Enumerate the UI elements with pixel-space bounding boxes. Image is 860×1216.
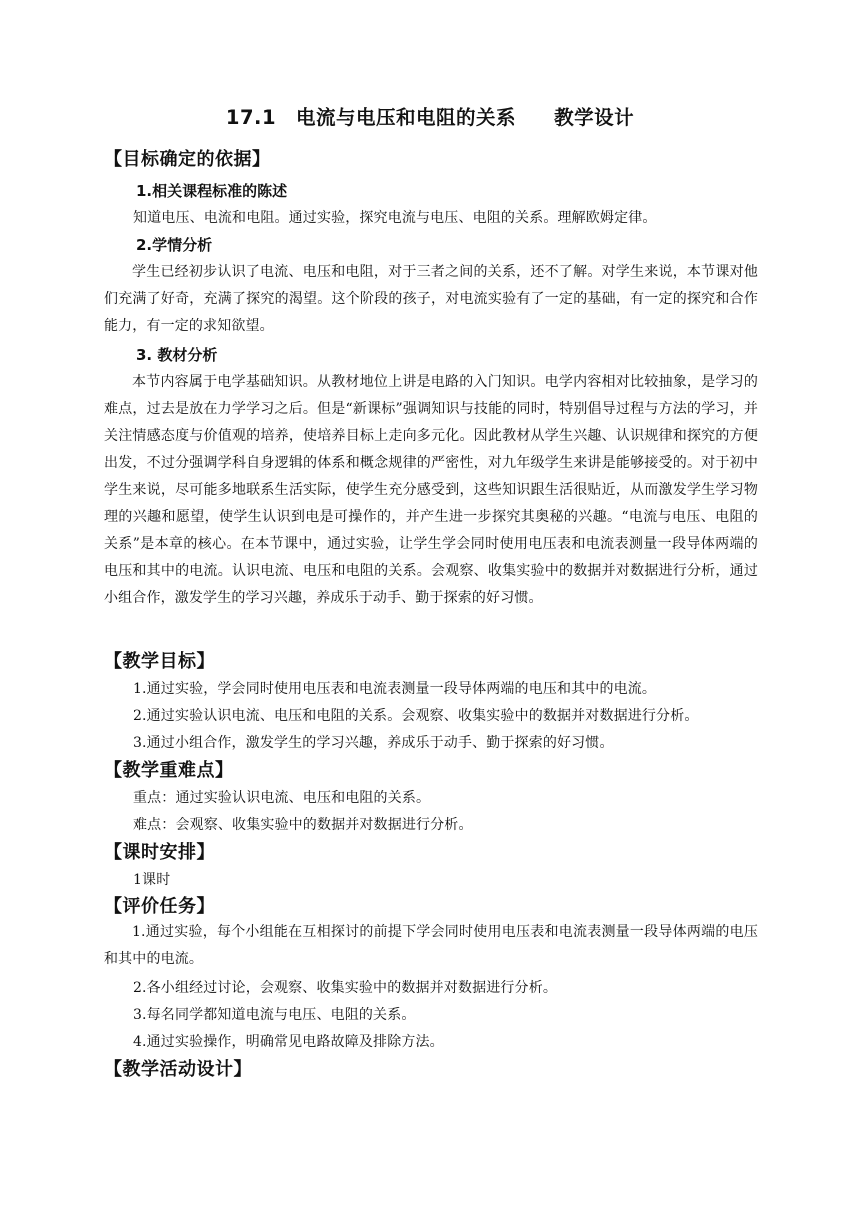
- heading-activities: 【教学活动设计】: [104, 1059, 252, 1080]
- student-analysis-text: 学生已经初步认识了电流、电压和电阻，对于三者之间的关系，还不了解。对学生来说，本节课对他们充满了好奇，充满了探究的渴望。这个阶段的孩子，对电流实验有了一定的基础，有一定的探究和合作能力，有一定的求知欲望。: [104, 264, 758, 334]
- page-title: [0, 102, 860, 130]
- textbook-analysis-text: 本节内容属于电学基础知识。从教材地位上讲是电路的入门知识。电学内容相对比较抽象，是学习的难点，过去是放在力学学习之后。但是“新课标”强调知识与技能的同时，特别倡导过程与方法的学习，并关注情感态度与价值观的培养，使培养目标上走向多元化。因此教材从学生兴趣、认识规律和探究的方便出发，不过分强调学科自身逻辑的体系和概念规律的严密性，对九年级学生来讲是能够接受的。对于初中学生来说，尽可能多地联系生活实际，使学生充分感受到，这些知识跟生活很贴近，从而激发学生学习物理的兴趣和愿望，使学生认识到电是可操作的，并产生进一步探究其奥秘的兴趣。“电流与电压、电阻的关系”是本章的核心。在本节课中，通过实验，让学生学会同时使用电压表和电流表测量一段导体两端的电压和其中的电流。认识电流、电压和电阻的关系。会观察、收集实验中的数据并对数据进行分析，通过小组合作，激发学生的学习兴趣，养成乐于动手、勤于探索的好习惯。: [104, 374, 758, 606]
- evaluation-item: 1.通过实验，每个小组能在互相探讨的前提下学会同时使用电压表和电流表测量一段导体两端的电压和其中的电流。: [104, 924, 758, 967]
- heading-evaluation: 【评价任务】: [104, 896, 215, 917]
- goal-item: 2.通过实验认识电流、电压和电阻的关系。会观察、收集实验中的数据并对数据进行分析。: [133, 708, 699, 724]
- subheading-student-analysis: 2.学情分析: [136, 236, 213, 254]
- evaluation-item: 3.每名同学都知道电流与电压、电阻的关系。: [133, 1007, 416, 1023]
- subheading-curriculum-standards: 1.相关课程标准的陈述: [136, 182, 288, 200]
- difficulty-item: 难点：会观察、收集实验中的数据并对数据进行分析。: [133, 817, 473, 833]
- title-main: 电流与电压和电阻的关系: [296, 106, 517, 129]
- goal-item: 3.通过小组合作，激发学生的学习兴趣，养成乐于动手、勤于探索的好习惯。: [133, 735, 614, 751]
- title-suffix: 教学设计: [554, 106, 635, 129]
- heading-teaching-goals: 【教学目标】: [104, 651, 215, 672]
- evaluation-item: 2.各小组经过讨论，会观察、收集实验中的数据并对数据进行分析。: [133, 980, 558, 996]
- heading-basis: 【目标确定的依据】: [104, 149, 271, 170]
- schedule-text: 1课时: [133, 872, 171, 888]
- goal-item: 1.通过实验，学会同时使用电压表和电流表测量一段导体两端的电压和其中的电流。: [133, 681, 657, 697]
- key-point-item: 重点：通过实验认识电流、电压和电阻的关系。: [133, 790, 431, 806]
- title-number: 17.1: [225, 106, 277, 129]
- evaluation-item: 4.通过实验操作，明确常见电路故障及排除方法。: [133, 1034, 444, 1050]
- subheading-textbook-analysis: 3. 教材分析: [136, 346, 218, 364]
- curriculum-standards-text: 知道电压、电流和电阻。通过实验，探究电流与电压、电阻的关系。理解欧姆定律。: [133, 210, 657, 226]
- heading-schedule: 【课时安排】: [104, 842, 215, 863]
- heading-key-points: 【教学重难点】: [104, 760, 234, 781]
